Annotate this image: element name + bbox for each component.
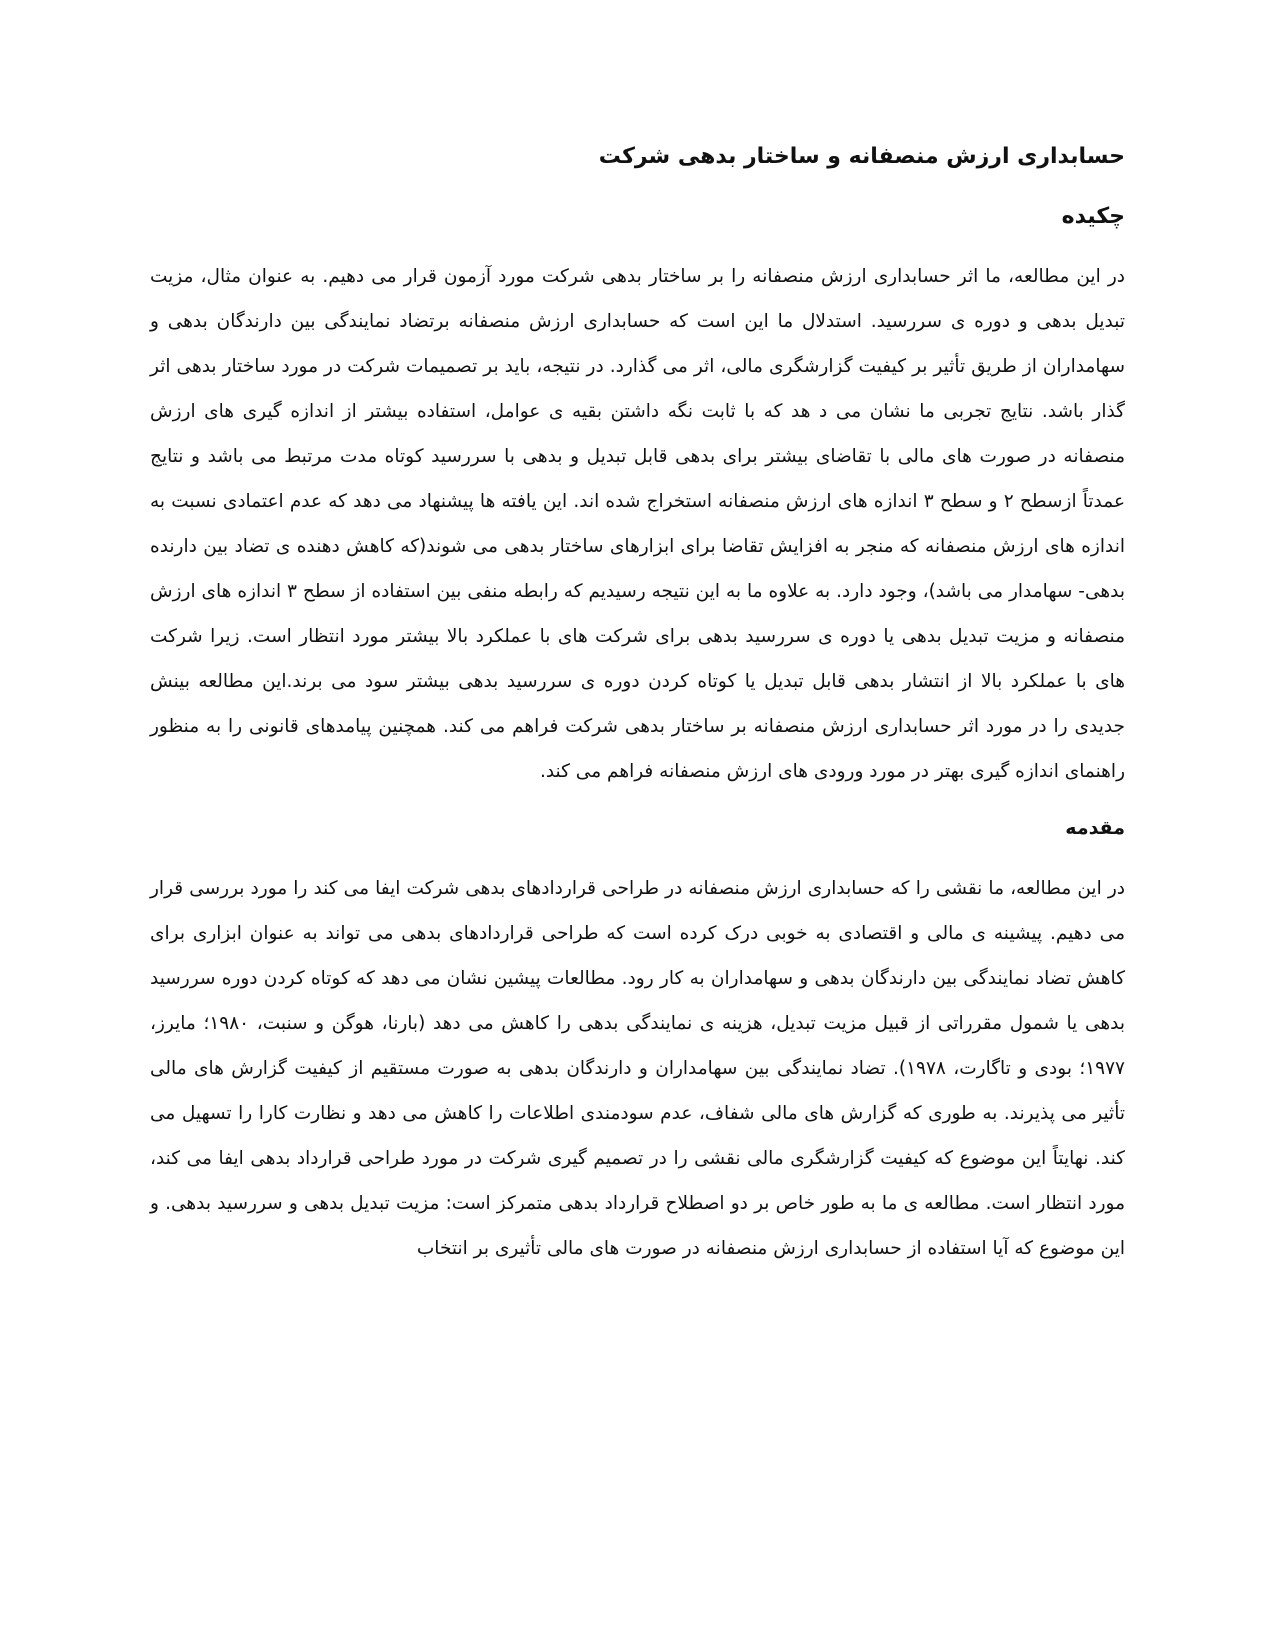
abstract-paragraph: در این مطالعه، ما اثر حسابداری ارزش منصفانه را بر ساختار بدهی شرکت مورد آزمون قرار می دهیم. به عنوان مثال، مزیت تبدیل بدهی و دوره ی سررسید. استدلال ما این است که حسابداری ارزش منصفانه برتضاد نمایندگی بین دارندگان بدهی و سهامداران از طریق تأثیر بر کیفیت گزارشگری مالی، اثر می گذارد. در نتیجه، باید بر تصمیمات شرکت در مورد ساختار بدهی اثر گذار باشد. نتایج تجربی ما نشان می د هد که با ثابت نگه داشتن بقیه ی عوامل، استفاده بیشتر از اندازه گیری های ارزش منصفانه در صورت های مالی با تقاضای بیشتر برای بدهی قابل تبدیل و بدهی با سررسید کوتاه مدت مرتبط می باشد و نتایج عمدتاً ازسطح ۲ و سطح ۳ اندازه های ارزش منصفانه استخراج شده اند. این یافته ها پیشنهاد می دهد که عدم اعتمادی نسبت به اندازه های ارزش منصفانه که منجر به افزایش تقاضا برای ابزارهای ساختار بدهی می شوند(که کاهش دهنده ی تضاد بین دارنده بدهی- سهامدار می باشد)، وجود دارد. به علاوه ما به این نتیجه رسیدیم که رابطه منفی بین استفاده از سطح ۳ اندازه های ارزش منصفانه و مزیت تبدیل بدهی یا دوره ی سررسید بدهی برای شرکت های با عملکرد بالا بیشتر مورد انتظار است. زیرا شرکت های با عملکرد بالا از انتشار بدهی قابل تبدیل یا کوتاه کردن دوره ی سررسید بدهی بیشتر سود می برند.این مطالعه بینش جدیدی را در مورد اثر حسابداری ارزش منصفانه بر ساختار بدهی شرکت فراهم می کند. همچنین پیامدهای قانونی را به منظور راهنمای اندازه گیری بهتر در مورد ورودی های ارزش منصفانه فراهم می کند. (150, 266, 1125, 782)
introduction-paragraph: در این مطالعه، ما نقشی را که حسابداری ارزش منصفانه در طراحی قراردادهای بدهی شرکت ایفا می کند را مورد بررسی قرار می دهیم. پیشینه ی مالی و اقتصادی به خوبی درک کرده است که طراحی قراردادهای بدهی می تواند به عنوان ابزاری برای کاهش تضاد نمایندگی بین دارندگان بدهی و سهامداران به کار رود. مطالعات پیشین نشان می دهد که کوتاه کردن دوره سررسید بدهی یا شمول مقرراتی از قبیل مزیت تبدیل، هزینه ی نمایندگی بدهی را کاهش می دهد (بارنا، هوگن و سنبت، ۱۹۸۰؛ مایرز، ۱۹۷۷؛ بودی و تاگارت، ۱۹۷۸). تضاد نمایندگی بین سهامداران و دارندگان بدهی به صورت مستقیم از کیفیت گزارش های مالی تأثیر می پذیرند. به طوری که گزارش های مالی شفاف، عدم سودمندی اطلاعات را کاهش می دهد و نظارت کارا را تسهیل می کند. نهایتاً این موضوع که کیفیت گزارشگری مالی نقشی را در تصمیم گیری شرکت در مورد طراحی قرارداد بدهی ایفا می کند، مورد انتظار است. مطالعه ی ما به طور خاص بر دو اصطلاح قرارداد بدهی متمرکز است: مزیت تبدیل بدهی و سررسید بدهی. و این موضوع که آیا استفاده از حسابداری ارزش منصفانه در صورت های مالی تأثیری بر انتخاب (150, 878, 1125, 1259)
introduction-heading: مقدمه (1065, 817, 1125, 839)
abstract-heading: چکیده (1061, 204, 1125, 229)
document-page (150, 140, 1125, 1271)
document-title: حسابداری ارزش منصفانه و ساختار بدهی شرکت (598, 144, 1125, 169)
